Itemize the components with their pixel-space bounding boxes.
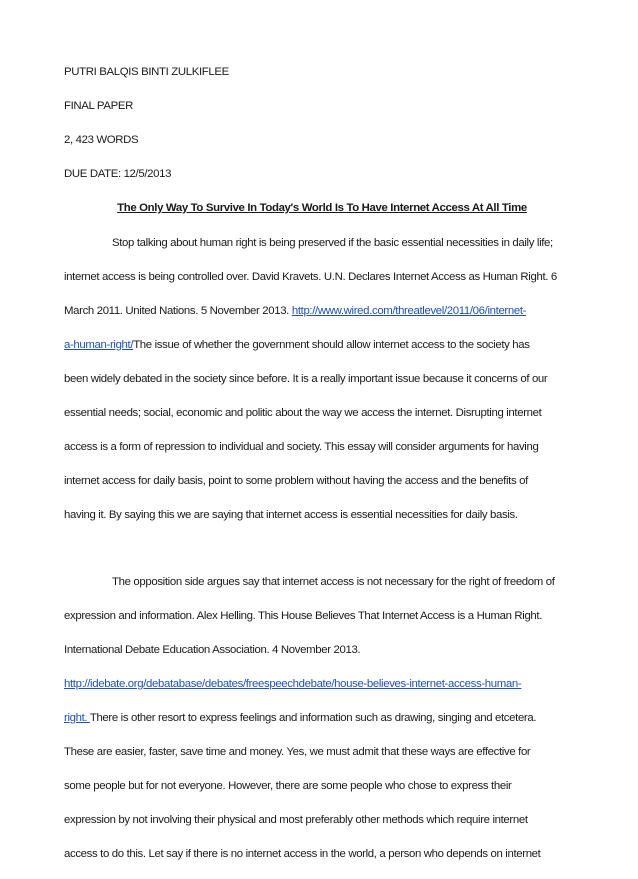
wired-link[interactable]: http://www.wired.com/threatlevel/2011/06/internet- bbox=[291, 305, 527, 317]
paragraph-1 bbox=[64, 226, 580, 532]
paragraph-2-line: some people but for not everyone. However, there are some people who chose to express their bbox=[64, 780, 512, 792]
paragraph-2-line: These are easier, faster, save time and money. Yes, we must admit that these ways are effective for bbox=[64, 746, 531, 758]
document-type: FINAL PAPER bbox=[64, 100, 133, 112]
paragraph-2-text: There is other resort to express feelings and information such as drawing, singing and etcetera. bbox=[89, 712, 537, 724]
paragraph-1-line: internet access for daily basis, point to some problem without having the access and the benefits of bbox=[64, 475, 528, 487]
paragraph-1-line bbox=[64, 328, 580, 362]
paragraph-1-line: Stop talking about human right is being preserved if the basic essential necessities in daily life; bbox=[112, 237, 553, 249]
paragraph-2-line bbox=[64, 667, 580, 701]
paragraph-2-line: The opposition side argues say that internet access is not necessary for the right of freedom of bbox=[112, 576, 555, 588]
citation-text: March 2011. United Nations. 5 November 2013. bbox=[64, 305, 289, 317]
paragraph-1-line: having it. By saying this we are saying that internet access is essential necessities for daily basis. bbox=[64, 509, 518, 521]
paragraph-2-line: International Debate Education Association. 4 November 2013. bbox=[64, 644, 361, 656]
document-content bbox=[64, 64, 580, 879]
paragraph-2-line: expression by not involving their physical and most preferably other methods which require internet bbox=[64, 814, 528, 826]
idebate-link-continued[interactable]: right. bbox=[64, 712, 90, 724]
paragraph-1-line bbox=[64, 294, 580, 328]
word-count: 2, 423 WORDS bbox=[64, 134, 139, 146]
paragraph-2-line: expression and information. Alex Helling. This House Believes That Internet Access is a Human Right. bbox=[64, 610, 543, 622]
wired-link-continued[interactable]: a-human-right/ bbox=[64, 339, 134, 351]
idebate-link[interactable]: http://idebate.org/debatabase/debates/freespeechdebate/house-believes-internet-access-human- bbox=[64, 678, 522, 690]
paragraph-2 bbox=[64, 565, 580, 871]
paragraph-2-line bbox=[64, 701, 580, 735]
paper-title: The Only Way To Survive In Today's World Is To Have Internet Access At All Time bbox=[117, 202, 527, 214]
paragraph-1-line: access is a form of repression to individual and society. This essay will consider arguments for having bbox=[64, 441, 539, 453]
paragraph-2-line: access to do this. Let say if there is no internet access in the world, a person who depends on internet bbox=[64, 848, 541, 860]
due-date: DUE DATE: 12/5/2013 bbox=[64, 168, 172, 180]
author-name: PUTRI BALQIS BINTI ZULKIFLEE bbox=[64, 66, 229, 78]
paragraph-1-text: The issue of whether the government should allow internet access to the society has bbox=[133, 339, 530, 351]
paragraph-1-line: been widely debated in the society since before. It is a really important issue because it concerns of our bbox=[64, 373, 548, 385]
paragraph-1-line: internet access is being controlled over. David Kravets. U.N. Declares Internet Access as Human Right. 6 bbox=[64, 271, 557, 283]
paragraph-1-line: essential needs; social, economic and politic about the way we access the internet. Disrupting internet bbox=[64, 407, 542, 419]
